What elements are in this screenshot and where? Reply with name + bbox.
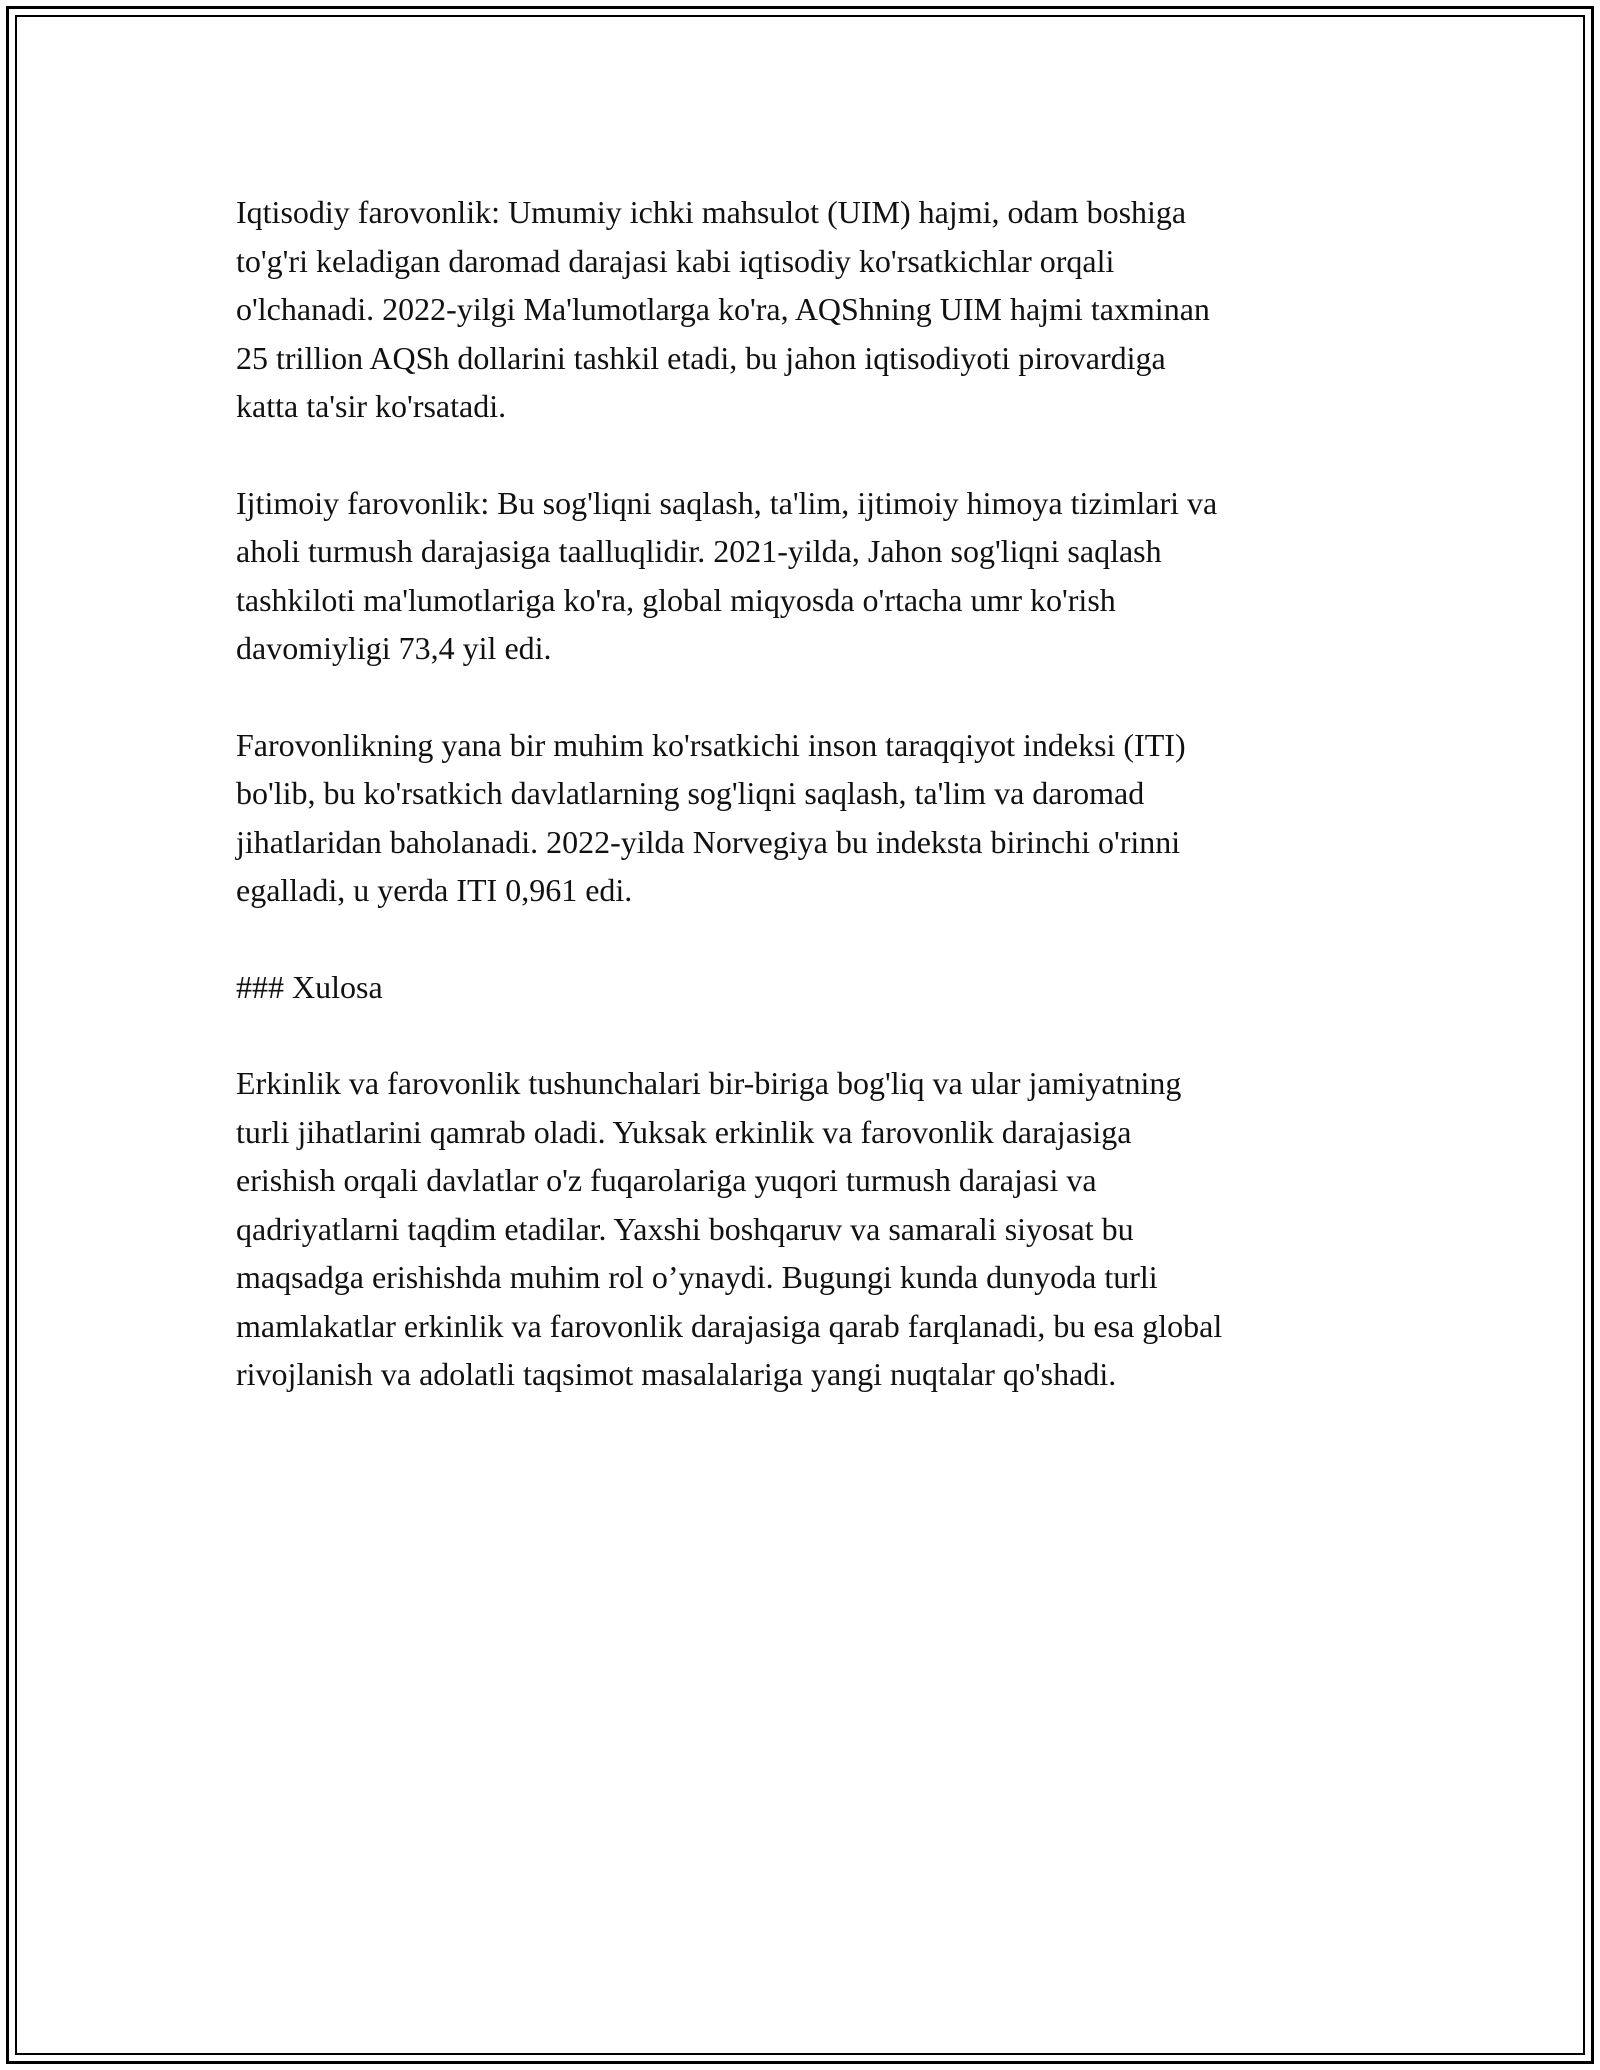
text-line: egalladi, u yerda ITI 0,961 edi.: [236, 872, 633, 908]
text-line: bo'lib, bu ko'rsatkich davlatlarning sog'liqni saqlash, ta'lim va daromad: [236, 775, 1145, 811]
text-line: rivojlanish va adolatli taqsimot masalalariga yangi nuqtalar qo'shadi.: [236, 1356, 1117, 1392]
text-line: tashkiloti ma'lumotlariga ko'ra, global miqyosda o'rtacha umr ko'rish: [236, 581, 1116, 618]
text-line: aholi turmush darajasiga taalluqlidir. 2021-yilda, Jahon sog'liqni saqlash: [236, 533, 1162, 569]
text-line: jihatlaridan baholanadi. 2022-yilda Norvegiya bu indeksta birinchi o'rinni: [236, 823, 1181, 860]
paragraph-economic-welfare: [236, 188, 1376, 431]
text-line: Iqtisodiy farovonlik: Umumiy ichki mahsulot (UIM) hajmi, odam boshiga: [236, 194, 1187, 230]
text-line: qadriyatlarni taqdim etadilar. Yaxshi boshqaruv va samarali siyosat bu: [236, 1210, 1134, 1247]
document-body: [236, 188, 1376, 1447]
paragraph-human-development-index: [236, 721, 1376, 915]
text-line: Farovonlikning yana bir muhim ko'rsatkichi inson taraqqiyot indeksi (ITI): [236, 726, 1186, 763]
text-line: turli jihatlarini qamrab oladi. Yuksak erkinlik va farovonlik darajasiga: [236, 1113, 1132, 1150]
text-line: 25 trillion AQSh dollarini tashkil etadi, bu jahon iqtisodiyoti pirovardiga: [236, 339, 1166, 376]
paragraph-social-welfare: [236, 479, 1376, 673]
text-line: Ijtimoiy farovonlik: Bu sog'liqni saqlash, ta'lim, ijtimoiy himoya tizimlari va: [236, 484, 1218, 521]
text-line: davomiyligi 73,4 yil edi.: [236, 630, 552, 666]
paragraph-conclusion: [236, 1059, 1376, 1399]
section-heading: ### Xulosa: [236, 968, 383, 1005]
text-line: maqsadga erishishda muhim rol o’ynaydi. Bugungi kunda dunyoda turli: [236, 1259, 1158, 1295]
text-line: o'lchanadi. 2022-yilgi Ma'lumotlarga ko'ra, AQShning UIM hajmi taxminan: [236, 291, 1210, 327]
text-line: to'g'ri keladigan daromad darajasi kabi iqtisodiy ko'rsatkichlar orqali: [236, 242, 1115, 279]
text-line: katta ta'sir ko'rsatadi.: [236, 388, 507, 424]
text-line: mamlakatlar erkinlik va farovonlik darajasiga qarab farqlanadi, bu esa global: [236, 1307, 1223, 1344]
text-line: erishish orqali davlatlar o'z fuqarolariga yuqori turmush darajasi va: [236, 1162, 1097, 1198]
text-line: Erkinlik va farovonlik tushunchalari bir-biriga bog'liq va ular jamiyatning: [236, 1065, 1182, 1101]
